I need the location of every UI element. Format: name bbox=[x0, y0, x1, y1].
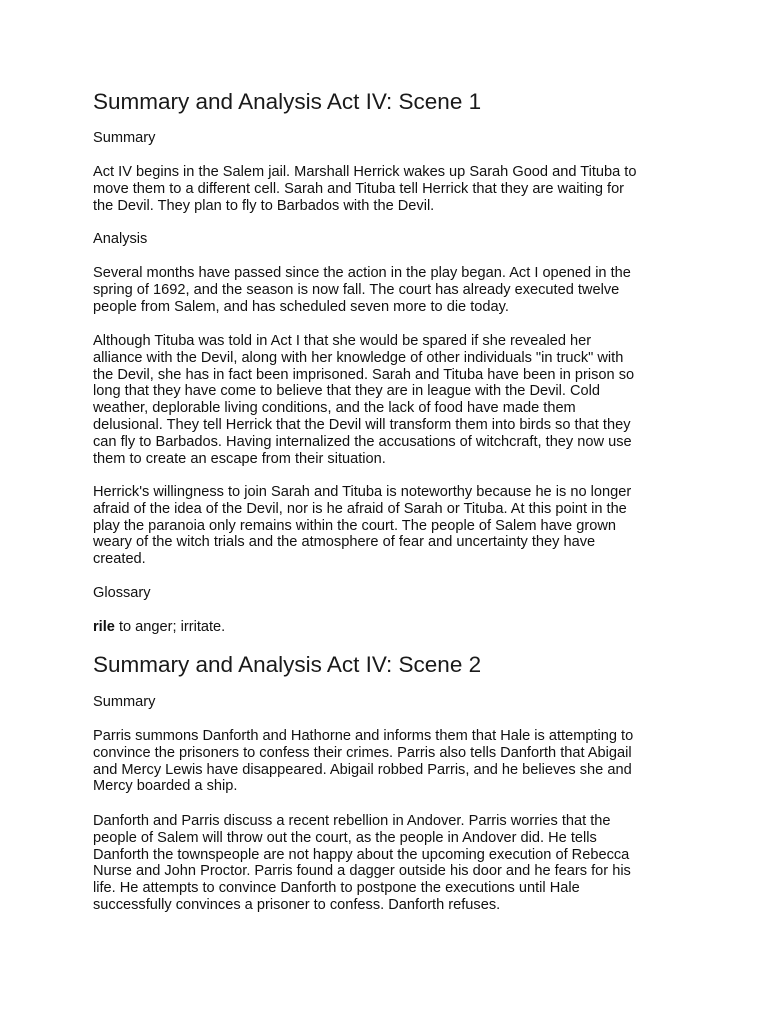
scene1-summary-label: Summary bbox=[93, 130, 156, 146]
text-line: the Devil, she has in fact been imprisoned. Sarah and Tituba have been in prison so bbox=[93, 366, 635, 383]
text-line: Although Tituba was told in Act I that she would be spared if she revealed her bbox=[93, 333, 592, 349]
text-line: Danforth and Parris discuss a recent rebellion in Andover. Parris worries that the bbox=[93, 813, 611, 829]
scene1-heading: Summary and Analysis Act IV: Scene 1 bbox=[93, 89, 482, 114]
scene1-analysis-paragraph-2 bbox=[93, 333, 685, 467]
text-line: weary of the witch trials and the atmosphere of fear and uncertainty they have bbox=[93, 534, 596, 551]
glossary-term: rile bbox=[93, 619, 115, 635]
text-line: Herrick's willingness to join Sarah and Tituba is noteworthy because he is no longer bbox=[93, 484, 632, 500]
scene1-summary-paragraph bbox=[93, 164, 685, 214]
text-line: Nurse and John Proctor. Parris found a dagger outside his door and he fears for his bbox=[93, 863, 631, 880]
text-line: afraid of the idea of the Devil, nor is he afraid of Sarah or Tituba. At this point in the bbox=[93, 500, 627, 517]
glossary-definition: to anger; irritate. bbox=[114, 619, 226, 635]
text-line: people from Salem, and has scheduled seven more to die today. bbox=[93, 298, 509, 315]
scene1-analysis-paragraph-3 bbox=[93, 484, 685, 568]
text-line: Act IV begins in the Salem jail. Marshall Herrick wakes up Sarah Good and Tituba to bbox=[93, 164, 637, 180]
text-line: Parris summons Danforth and Hathorne and informs them that Hale is attempting to bbox=[93, 728, 634, 744]
glossary-entry bbox=[93, 619, 225, 636]
text-line: them to create an escape from their situation. bbox=[93, 450, 386, 467]
scene1-glossary-label: Glossary bbox=[93, 585, 151, 601]
text-line: move them to a different cell. Sarah and Tituba tell Herrick that they are waiting for bbox=[93, 180, 625, 197]
text-line: delusional. They tell Herrick that the Devil will transform them into birds so that they bbox=[93, 416, 631, 433]
text-line: can fly to Barbados. Having internalized the accusations of witchcraft, they now use bbox=[93, 433, 632, 450]
text-line: convince the prisoners to confess their crimes. Parris also tells Danforth that Abigail bbox=[93, 744, 632, 761]
text-line: Several months have passed since the action in the play began. Act I opened in the bbox=[93, 265, 631, 281]
text-line: spring of 1692, and the season is now fall. The court has already executed twelve bbox=[93, 281, 620, 298]
scene2-heading: Summary and Analysis Act IV: Scene 2 bbox=[93, 652, 482, 677]
text-line: play the paranoia only remains within the court. The people of Salem have grown bbox=[93, 517, 616, 534]
text-line: Mercy boarded a ship. bbox=[93, 778, 238, 795]
text-line: Danforth the townspeople are not happy about the upcoming execution of Rebecca bbox=[93, 846, 630, 863]
text-line: people of Salem will throw out the court, as the people in Andover did. He tells bbox=[93, 829, 597, 846]
text-line: weather, deplorable living conditions, and the lack of food have made them bbox=[93, 400, 576, 417]
scene1-analysis-label: Analysis bbox=[93, 231, 148, 247]
text-line: and Mercy Lewis have disappeared. Abigail robbed Parris, and he believes she and bbox=[93, 761, 632, 778]
scene2-paragraph-2 bbox=[93, 813, 685, 914]
text-line: long that they have come to believe that they are in league with the Devil. Cold bbox=[93, 383, 601, 400]
text-line: the Devil. They plan to fly to Barbados with the Devil. bbox=[93, 197, 435, 214]
scene2-paragraph-1 bbox=[93, 728, 685, 795]
scene2-summary-label: Summary bbox=[93, 694, 156, 710]
text-line: created. bbox=[93, 551, 146, 568]
scene1-analysis-paragraph-1 bbox=[93, 265, 685, 315]
text-line: successfully convinces a prisoner to confess. Danforth refuses. bbox=[93, 896, 501, 913]
text-line: life. He attempts to convince Danforth to postpone the executions until Hale bbox=[93, 880, 580, 897]
text-line: alliance with the Devil, along with her knowledge of other individuals "in truck" with bbox=[93, 349, 624, 366]
